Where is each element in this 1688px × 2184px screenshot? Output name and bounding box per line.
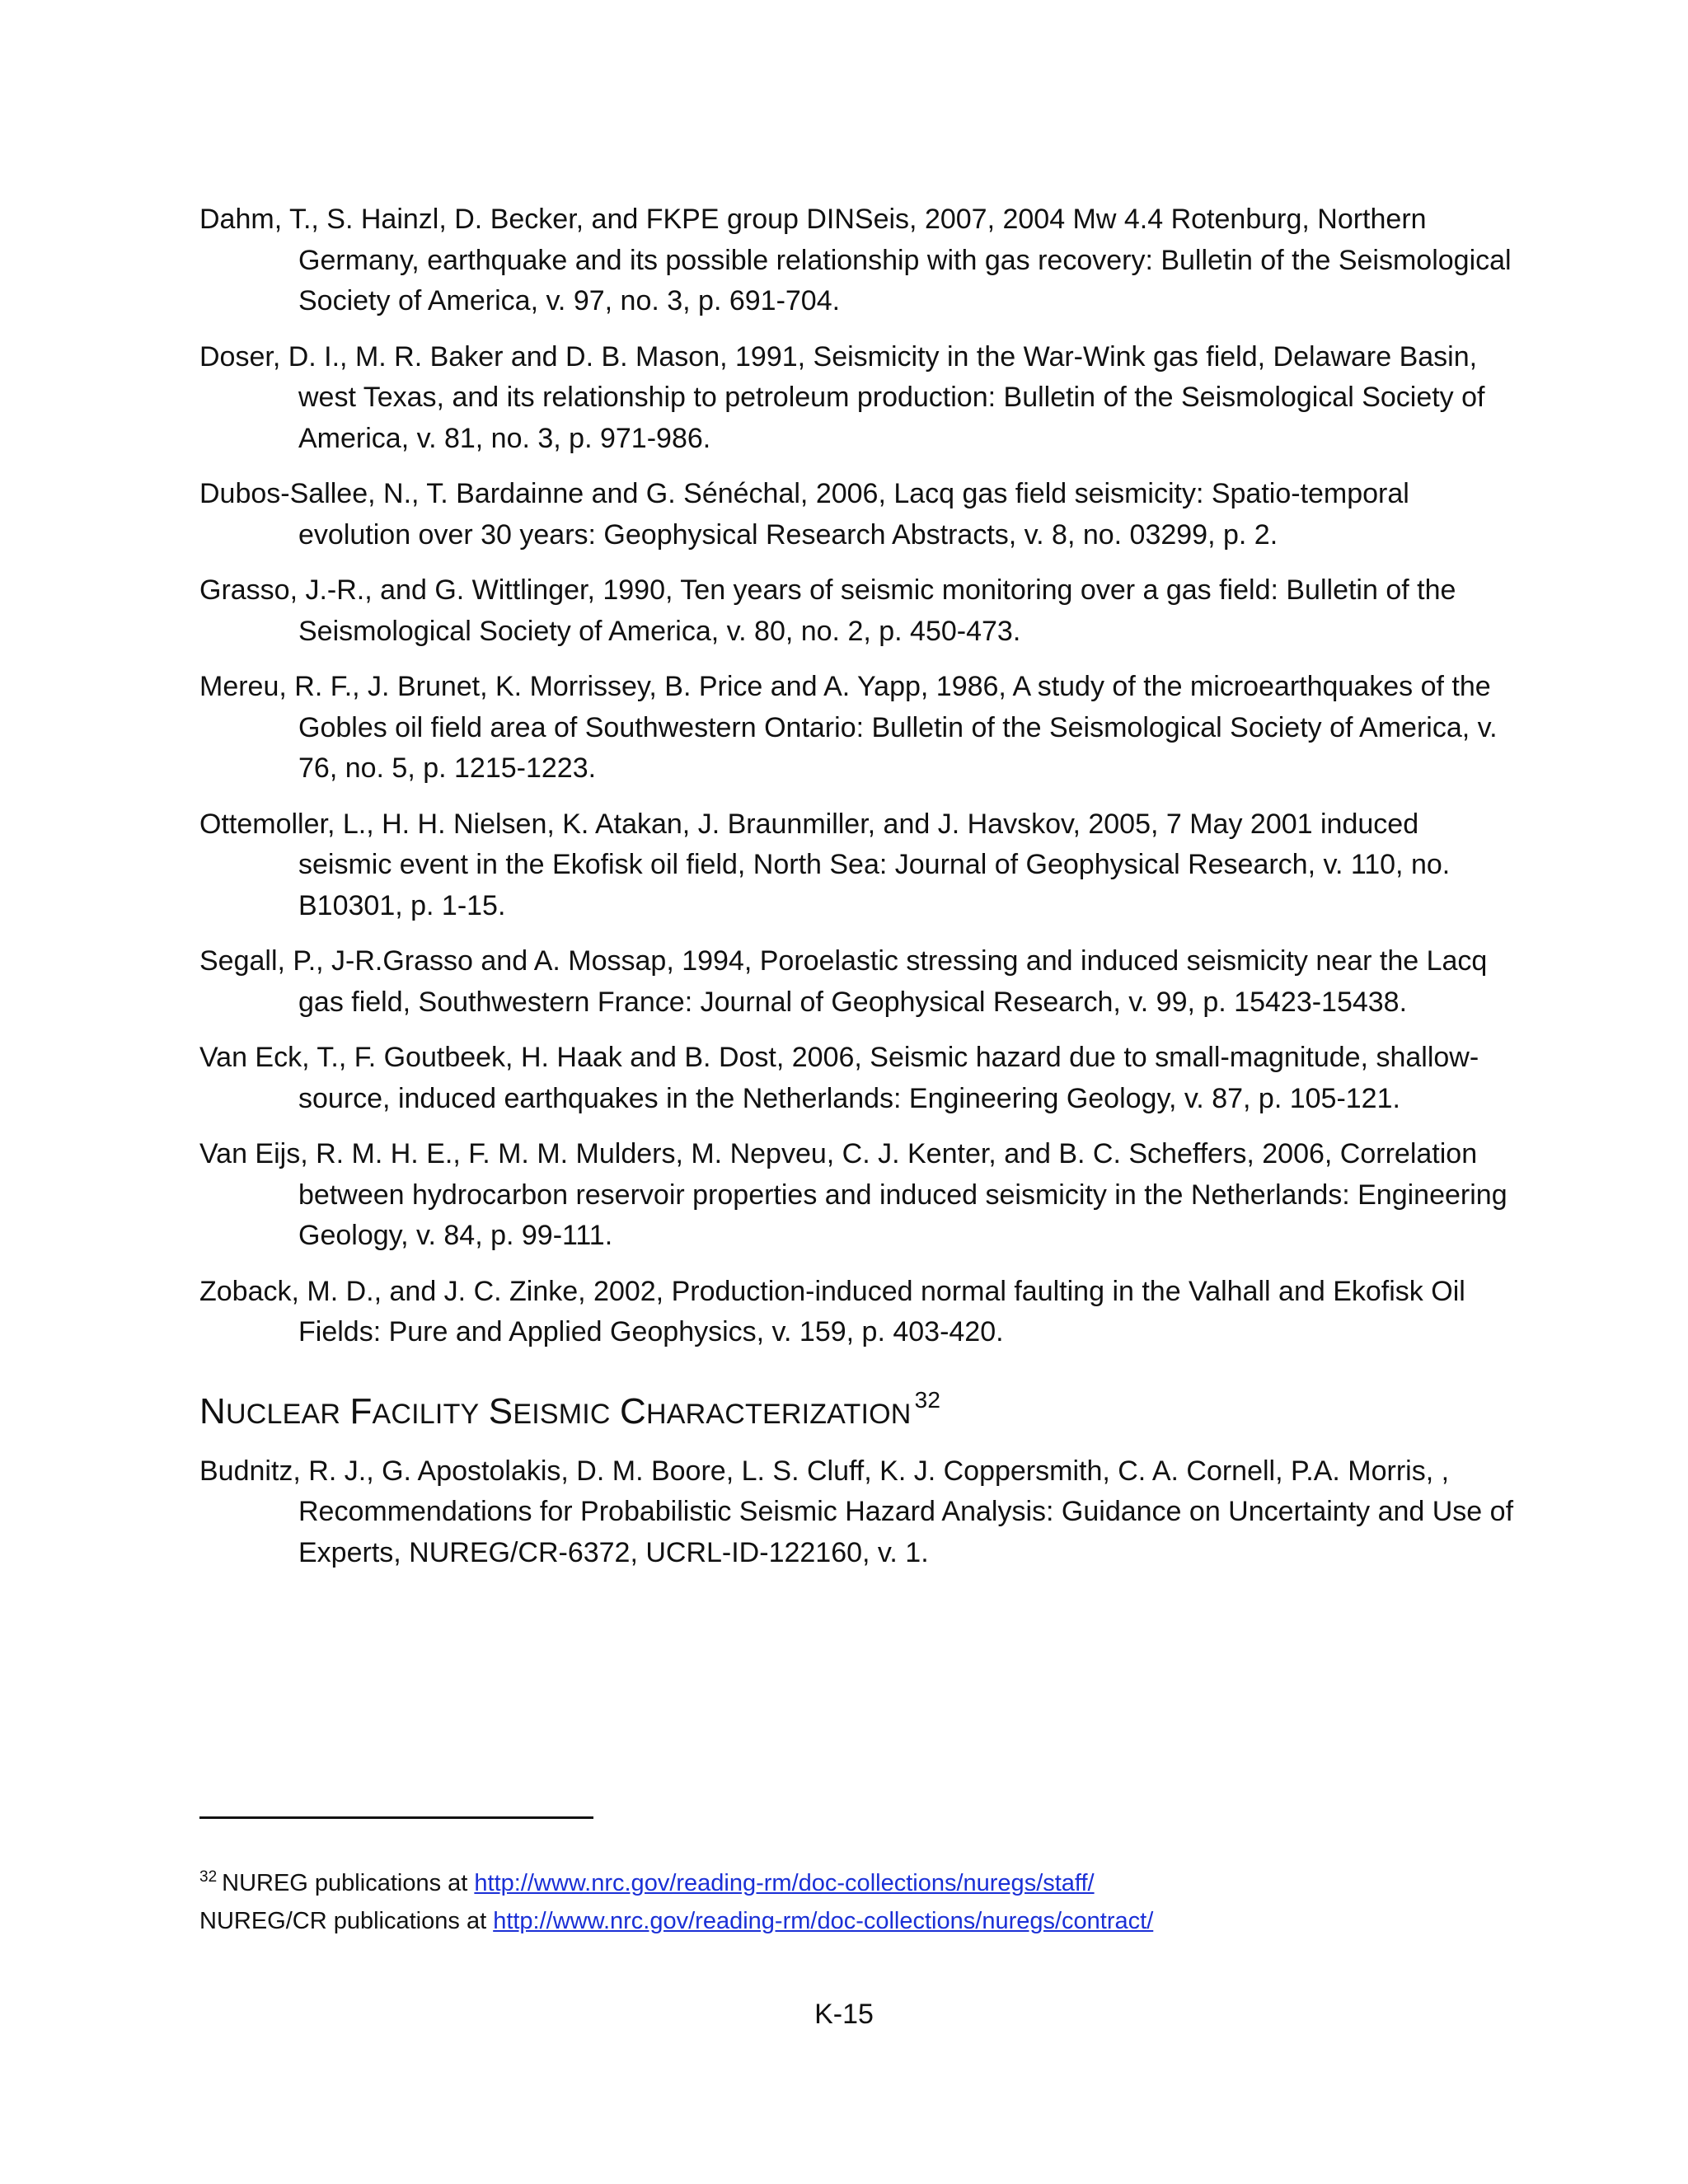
section-heading: [199, 1389, 1518, 1437]
reference-entry: Doser, D. I., M. R. Baker and D. B. Mason, 1991, Seismicity in the War-Wink gas field, Delaware Basin, west Texas, and its relationship to petroleum production: Bulletin of the Seismological Society of America, v. 81, no. 3, p. 971-986.: [199, 340, 1485, 454]
footnote-text: NUREG/CR publications at: [199, 1908, 494, 1934]
footnote-divider: [199, 1816, 593, 1819]
reference-entry: Budnitz, R. J., G. Apostolakis, D. M. Boore, L. S. Cluff, K. J. Coppersmith, C. A. Cornell, P.A. Morris, , Recommendations for Probabilistic Seismic Hazard Analysis: Guidance on Uncertainty and Use of Experts, NUREG/CR-6372, UCRL-ID-122160, v. 1.: [199, 1455, 1514, 1568]
reference-entry: Segall, P., J-R.Grasso and A. Mossap, 1994, Poroelastic stressing and induced seismicity near the Lacq gas field, Southwestern France: Journal of Geophysical Research, v. 99, p. 15423-15438.: [199, 945, 1488, 1018]
reference-list-bottom: [199, 1451, 1518, 1574]
heading-word: CHARACTERIZATION: [619, 1390, 912, 1432]
heading-word: SEISMIC: [488, 1390, 611, 1432]
heading-word: NUCLEAR: [199, 1390, 341, 1432]
reference-entry: Ottemoller, L., H. H. Nielsen, K. Atakan, J. Braunmiller, and J. Havskov, 2005, 7 May 2001 induced seismic event in the Ekofisk oil field, North Sea: Journal of Geophysical Research, v. 110, no. B10301, p. 1-15.: [199, 808, 1451, 921]
page-number: K-15: [814, 1999, 874, 2030]
reference-entry: Van Eijs, R. M. H. E., F. M. M. Mulders, M. Nepveu, C. J. Kenter, and B. C. Scheffers, 2006, Correlation between hydrocarbon reservoir properties and induced seismicity in the Netherlands: Engineering Geology, v. 84, p. 99-111.: [199, 1138, 1507, 1251]
reference-entry: Mereu, R. F., J. Brunet, K. Morrissey, B. Price and A. Yapp, 1986, A study of the microearthquakes of the Gobles oil field area of Southwestern Ontario: Bulletin of the Seismological Society of America, v. 76, no. 5, p. 1215-1223.: [199, 671, 1498, 784]
footnote-text: NUREG publications at: [222, 1870, 475, 1896]
reference-entry: Van Eck, T., F. Goutbeek, H. Haak and B. Dost, 2006, Seismic hazard due to small-magnitude, shallow-source, induced earthquakes in the Netherlands: Engineering Geology, v. 87, p. 105-121.: [199, 1042, 1479, 1114]
reference-list-top: [199, 199, 1518, 1353]
footnote-marker: 32: [914, 1387, 941, 1413]
nureg-contract-link[interactable]: http://www.nrc.gov/reading-rm/doc-collections/nuregs/contract/: [493, 1908, 1154, 1934]
footnote-number: 32: [199, 1868, 218, 1886]
reference-entry: Dahm, T., S. Hainzl, D. Becker, and FKPE group DINSeis, 2007, 2004 Mw 4.4 Rotenburg, Northern Germany, earthquake and its possible relationship with gas recovery: Bulletin of the Seismological Society of America, v. 97, no. 3, p. 691-704.: [199, 204, 1512, 316]
footnote-line: [199, 1902, 1518, 1940]
footnotes: [199, 1864, 1518, 1940]
heading-word: FACILITY: [349, 1390, 480, 1432]
reference-entry: Grasso, J.-R., and G. Wittlinger, 1990, Ten years of seismic monitoring over a gas field: Bulletin of the Seismological Society of America, v. 80, no. 2, p. 450-473.: [199, 574, 1456, 647]
footnote-line: [199, 1864, 1518, 1902]
page-body: [199, 199, 1518, 1588]
nureg-staff-link[interactable]: http://www.nrc.gov/reading-rm/doc-collections/nuregs/staff/: [474, 1870, 1095, 1896]
reference-entry: Dubos-Sallee, N., T. Bardainne and G. Sénéchal, 2006, Lacq gas field seismicity: Spatio-temporal evolution over 30 years: Geophysical Research Abstracts, v. 8, no. 03299, p. 2.: [199, 478, 1409, 551]
reference-entry: Zoback, M. D., and J. C. Zinke, 2002, Production-induced normal faulting in the Valhall and Ekofisk Oil Fields: Pure and Applied Geophysics, v. 159, p. 403-420.: [199, 1275, 1465, 1347]
